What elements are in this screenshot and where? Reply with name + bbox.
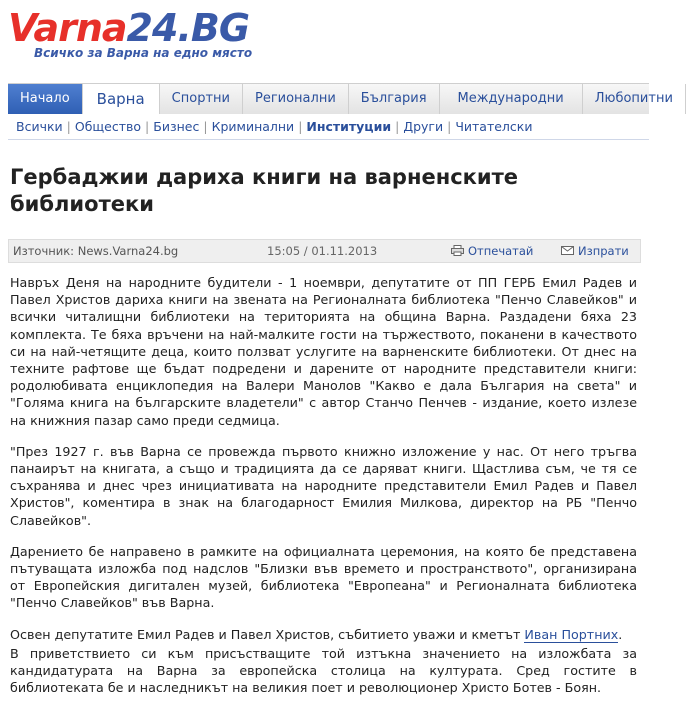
main-nav-tab-varna[interactable]: Варна — [83, 84, 160, 115]
sub-nav-item-institutions[interactable]: Институции — [306, 119, 392, 134]
sub-nav-item-all[interactable]: Всички — [16, 119, 63, 134]
main-nav-tab-home[interactable]: Начало — [8, 84, 83, 114]
article-title: Гербаджии дариха книги на варненските библиотеки — [10, 165, 519, 216]
printer-icon — [451, 245, 464, 256]
sub-nav-separator: | — [298, 119, 303, 134]
article-datetime: 15:05 / 01.11.2013 — [267, 244, 378, 258]
logo-brand-part2: 24.BG — [126, 6, 250, 50]
article-paragraph: Дарението бе направено в рамките на официалната церемония, на която бе представена пътуващата изложба под надслов "Близки във времето и пространството", организирана от Европейския дигитален музей, библиотека "Европеана" и Регионалната библиотека "Пенчо Славейков" във Варна. — [10, 543, 637, 611]
sub-nav-item-business[interactable]: Бизнес — [153, 119, 200, 134]
sub-nav-item-society[interactable]: Общество — [74, 119, 142, 134]
print-button[interactable] — [451, 240, 533, 262]
logo-brand-part1: Varna — [8, 6, 127, 50]
paragraph-text: . — [618, 626, 623, 642]
logo-tagline: Всичко за Варна на едно място — [34, 46, 253, 60]
site-logo[interactable] — [8, 6, 253, 68]
envelope-icon — [561, 245, 574, 256]
article-paragraph: В приветствието си към присъстващите той изтъкна значението на изложбата за кандидатурата на Варна за европейска столица на културата. Сред гостите в библиотеката бе и наследникът на великия поет и революционер Христо Ботев - Боян. — [10, 645, 637, 696]
sub-nav-separator: | — [395, 119, 400, 134]
article-body — [10, 274, 637, 710]
main-nav-tab-curious[interactable]: Любопитни — [583, 84, 686, 114]
article-paragraph: "През 1927 г. във Варна се провежда първото книжно изложение у нас. От него тръгва панаирът на книгата, а също и традицията да се даряват книги. Щастлива съм, че тя се съхранява и днес чрез инициативата на народните представители Емил Радев и Павел Христов", коментира в знак на благодарност Емилия Милкова, директор на РБ "Пенчо Славейков". — [10, 443, 637, 528]
sub-nav-separator: | — [66, 119, 71, 134]
main-nav-tab-bulgaria[interactable]: България — [349, 84, 440, 114]
main-nav-tab-regional[interactable]: Регионални — [243, 84, 349, 114]
sub-nav-item-other[interactable]: Други — [403, 119, 444, 134]
send-label: Изпрати — [578, 244, 629, 258]
paragraph-text: Освен депутатите Емил Радев и Павел Христов, събитието уважи и кметът — [10, 626, 525, 642]
sub-nav — [8, 114, 649, 140]
main-nav — [8, 83, 673, 115]
article-paragraph: Навръх Деня на народните будители - 1 ноември, депутатите от ПП ГЕРБ Емил Радев и Павел Христов дариха книги на звената на Регионалната библиотека "Пенчо Славейков" и всички читалищни библиотеки на територията на община Варна. Раздадени бяха 23 комплекта. Те бяха връчени на най-малките гости на тържеството, поканени в качеството си на най-четящите деца, които ползват услугите на варненските библиотеки. От днес на техните рафтове ще бъдат подредени и дарените от народните представители книги: родолюбивата енциклопедия на Валери Манолов "Какво е дала България на света" и "Голяма книга на българските владетели" с автор Станчо Пенчев - издание, което излезе на книжния пазар само преди седмица. — [10, 275, 637, 428]
sub-nav-item-readers[interactable]: Читателски — [455, 119, 533, 134]
article-paragraph — [10, 626, 637, 643]
article-source: Източник: News.Varna24.bg — [13, 244, 179, 258]
logo-wordmark — [8, 8, 249, 48]
sub-nav-separator: | — [145, 119, 150, 134]
send-button[interactable] — [561, 240, 629, 262]
sub-nav-separator: | — [447, 119, 452, 134]
article-meta-bar — [8, 239, 641, 263]
sub-nav-separator: | — [203, 119, 208, 134]
main-nav-tab-international[interactable]: Международни — [440, 84, 583, 114]
print-label: Отпечатай — [468, 244, 534, 258]
mayor-name-link[interactable]: Иван Портних — [524, 626, 619, 642]
sub-nav-item-crime[interactable]: Криминални — [211, 119, 295, 134]
main-nav-tab-sport[interactable]: Спортни — [160, 84, 243, 114]
